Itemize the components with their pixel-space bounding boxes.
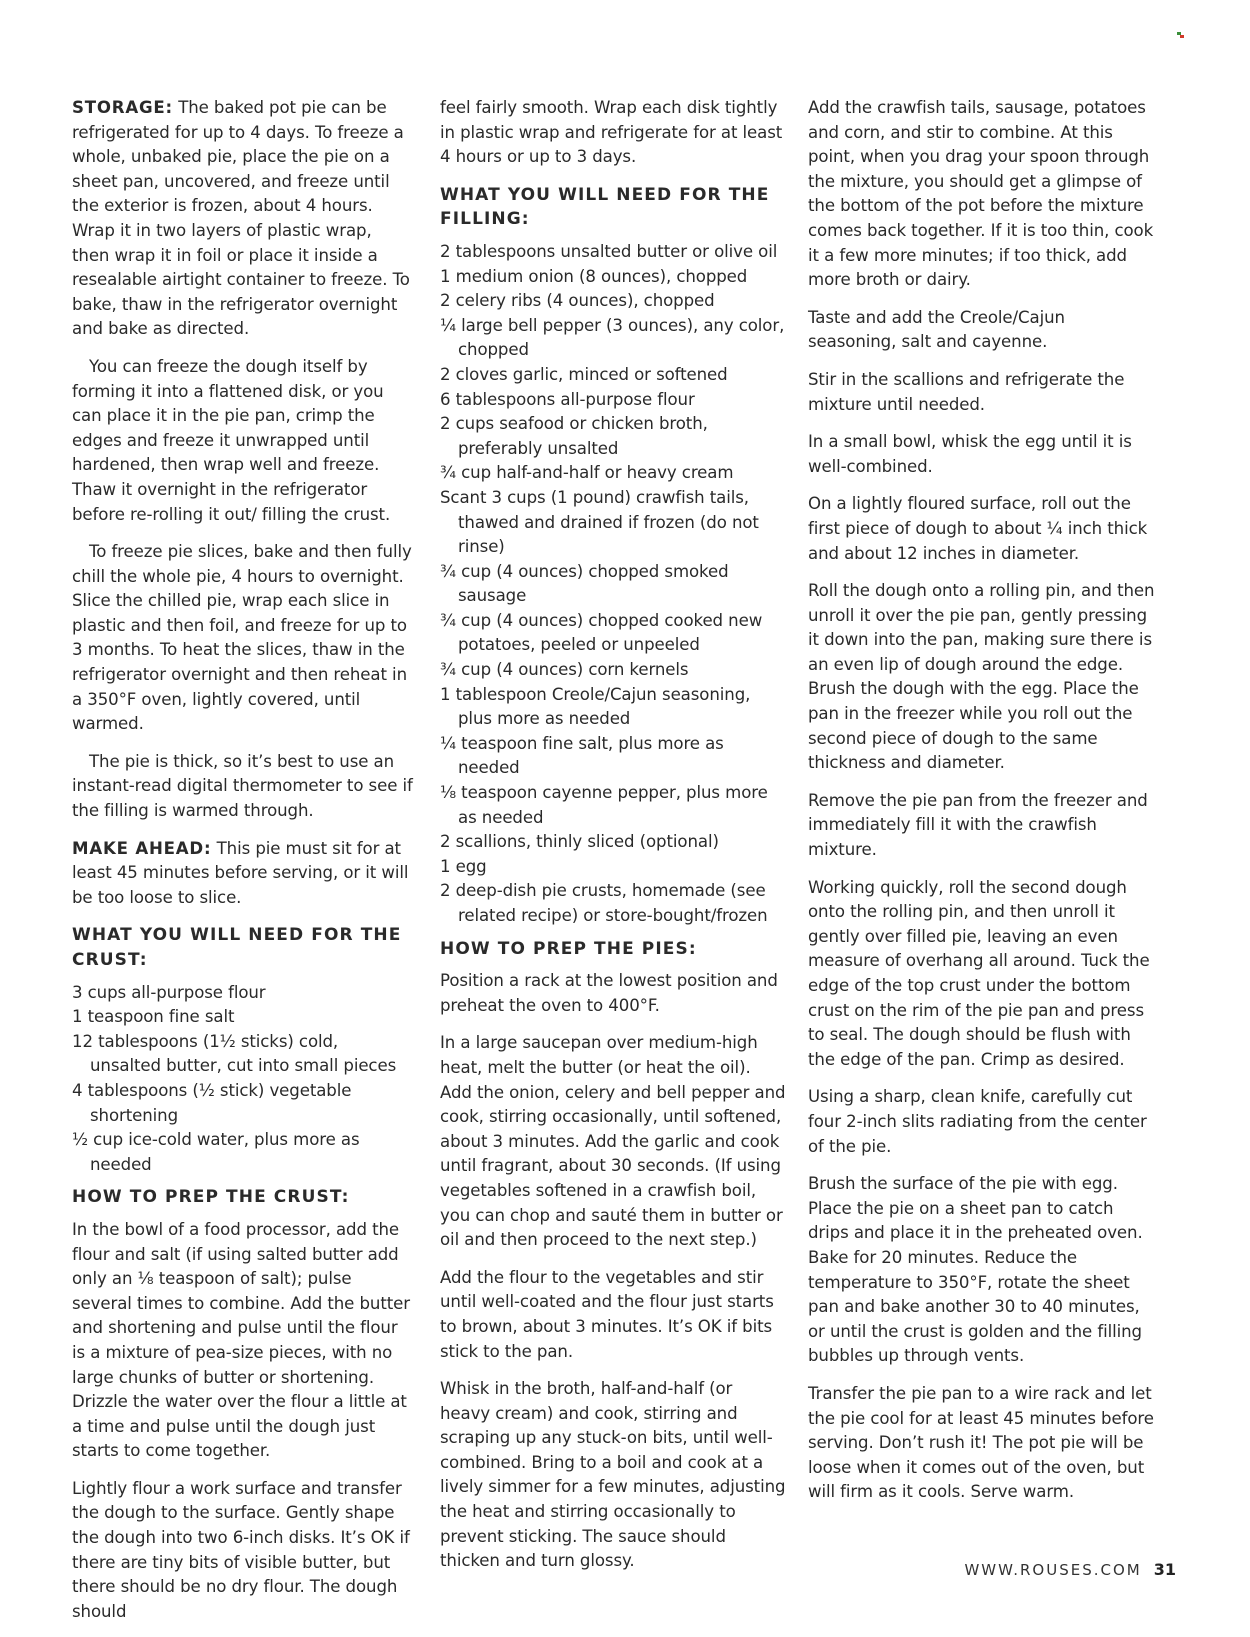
list-item: 6 tablespoons all-purpose flour bbox=[440, 389, 695, 409]
list-item: ¾ cup (4 ounces) corn kernels bbox=[440, 660, 689, 680]
freeze-slices-paragraph: To freeze pie slices, bake and then fully chill the whole pie, 4 hours to overnight. Slice the chilled pie, wrap each slice in plastic and then foil, and freeze for up to 3 months. To heat the slices, thaw in the refrigerator overnight and then reheat in a 350°F oven, lightly covered, until warmed. bbox=[72, 542, 412, 734]
freeze-dough-paragraph: You can freeze the dough itself by forming it into a flattened disk, or you can place it in the pie pan, crimp the edges and freeze it unwrapped until hardened, then wrap well and freeze. Thaw it overnight in the refrigerator before re-rolling it out/ filling the crust. bbox=[72, 356, 391, 524]
prep-pies-step-3: Add the flour to the vegetables and stir until well-coated and the flour just starts to brown, about 3 minutes. It’s OK if bits stick to the pan. bbox=[440, 1267, 774, 1361]
list-item: 1 teaspoon fine salt bbox=[72, 1007, 235, 1027]
crust-ingredient-list bbox=[72, 981, 414, 1178]
list-item: 4 tablespoons (½ stick) vegetable shortening bbox=[72, 1080, 352, 1125]
list-item: 1 tablespoon Creole/Cajun seasoning, plus more as needed bbox=[440, 684, 751, 729]
list-item: ¾ cup (4 ounces) chopped cooked new potatoes, peeled or unpeeled bbox=[440, 610, 763, 655]
list-item: ¼ teaspoon fine salt, plus more as needed bbox=[440, 733, 724, 778]
list-item: 2 celery ribs (4 ounces), chopped bbox=[440, 291, 715, 311]
prep-pies-step-14: Brush the surface of the pie with egg. Place the pie on a sheet pan to catch drips and place it in the preheated oven. Bake for 20 minutes. Reduce the temperature to 350°F, rotate the sheet pan and bake another 30 to 40 minutes, or until the crust is golden and the filling bubbles up through vents. bbox=[808, 1174, 1143, 1366]
prep-crust-step-1: In the bowl of a food processor, add the flour and salt (if using salted butter add only an ⅛ teaspoon of salt); pulse several times to combine. Add the butter and shortening and pulse until the flour is a mixture of pea-size pieces, with no large chunks of butter or shortening. Drizzle the water over the flour a little at a time and pulse until the dough just starts to come together. bbox=[72, 1219, 410, 1461]
list-item: 2 tablespoons unsalted butter or olive oil bbox=[440, 241, 778, 261]
list-item: 2 scallions, thinly sliced (optional) bbox=[440, 832, 719, 852]
thermometer-paragraph: The pie is thick, so it’s best to use an instant-read digital thermometer to see if the filling is warmed through. bbox=[72, 751, 413, 821]
crust-ingredients-heading: WHAT YOU WILL NEED FOR THE CRUST: bbox=[72, 925, 402, 970]
prep-pies-step-1: Position a rack at the lowest position and preheat the oven to 400°F. bbox=[440, 971, 778, 1015]
prep-pies-step-6: Taste and add the Creole/Cajun seasoning, salt and cayenne. bbox=[808, 307, 1065, 352]
list-item: ¼ large bell pepper (3 ounces), any color, chopped bbox=[440, 315, 785, 360]
prep-pies-step-9: On a lightly floured surface, roll out the first piece of dough to about ¼ inch thick and about 12 inches in diameter. bbox=[808, 494, 1148, 563]
filling-ingredient-list bbox=[440, 240, 786, 929]
prep-crust-step-2: Lightly flour a work surface and transfer the dough to the surface. Gently shape the dough into two 6-inch disks. It’s OK if there are tiny bits of visible butter, but there should be no dry flour. The dough should bbox=[72, 1478, 410, 1621]
list-item: ¾ cup (4 ounces) chopped smoked sausage bbox=[440, 561, 729, 606]
prep-pies-step-8: In a small bowl, whisk the egg until it is well-combined. bbox=[808, 432, 1132, 476]
corner-mark-icon bbox=[1177, 32, 1185, 38]
prep-crust-heading: HOW TO PREP THE CRUST: bbox=[72, 1187, 350, 1208]
prep-pies-step-13: Using a sharp, clean knife, carefully cut four 2-inch slits radiating from the center of the pie. bbox=[808, 1087, 1147, 1156]
prep-pies-step-2: In a large saucepan over medium-high heat, melt the butter (or heat the oil). Add the onion, celery and bell pepper and cook, stirring occasionally, until softened, about 3 minutes. Add the garlic and cook until fragrant, about 30 seconds. (If using vegetables softened in a crawfish boil, you can chop and sauté them in butter or oil and then proceed to the next step.) bbox=[440, 1033, 786, 1250]
page-footer bbox=[964, 1560, 1176, 1579]
column-2 bbox=[440, 96, 786, 1587]
make-ahead-label: MAKE AHEAD: bbox=[72, 838, 212, 858]
website-link[interactable]: WWW.ROUSES.COM bbox=[964, 1561, 1142, 1579]
filling-ingredients-heading: WHAT YOU WILL NEED FOR THE FILLING: bbox=[440, 184, 770, 230]
list-item: 1 medium onion (8 ounces), chopped bbox=[440, 266, 748, 286]
page-number: 31 bbox=[1153, 1560, 1176, 1579]
list-item: 1 egg bbox=[440, 856, 487, 876]
prep-pies-step-10: Roll the dough onto a rolling pin, and then unroll it over the pie pan, gently pressing it down into the pan, making sure there is an even lip of dough around the edge. Brush the dough with the egg. Place the pan in the freezer while you roll out the second piece of dough to the same thickness and diameter. bbox=[808, 581, 1155, 773]
storage-paragraph bbox=[72, 96, 414, 342]
list-item: 2 cups seafood or chicken broth, preferably unsalted bbox=[440, 414, 708, 458]
prep-pies-step-11: Remove the pie pan from the freezer and immediately fill it with the crawfish mixture. bbox=[808, 790, 1148, 860]
make-ahead-text: This pie must sit for at least 45 minutes before serving, or it will be too loose to slice. bbox=[72, 838, 409, 907]
column-1 bbox=[72, 96, 414, 1637]
list-item: 2 cloves garlic, minced or softened bbox=[440, 364, 728, 384]
list-item: Scant 3 cups (1 pound) crawfish tails, thawed and drained if frozen (do not rinse) bbox=[440, 487, 759, 557]
list-item: ½ cup ice-cold water, plus more as needed bbox=[72, 1130, 360, 1174]
prep-pies-step-4: Whisk in the broth, half-and-half (or heavy cream) and cook, stirring and scraping up any stuck-on bits, until well-combined. Bring to a boil and cook at a lively simmer for a few minutes, adjusting the heat and stirring occasionally to prevent sticking. The sauce should thicken and turn glossy. bbox=[440, 1379, 786, 1571]
storage-label: STORAGE: bbox=[72, 98, 173, 117]
prep-pies-step-12: Working quickly, roll the second dough onto the rolling pin, and then unroll it gently over filled pie, leaving an even measure of overhang all around. Tuck the edge of the top crust under the bottom crust on the rim of the pie pan and press to seal. The dough should be flush with the edge of the pan. Crimp as desired. bbox=[808, 877, 1150, 1069]
make-ahead-paragraph bbox=[72, 837, 414, 911]
continued-paragraph: feel fairly smooth. Wrap each disk tightly in plastic wrap and refrigerate for at least 4 hours or up to 3 days. bbox=[440, 98, 783, 167]
storage-text: The baked pot pie can be refrigerated for up to 4 days. To freeze a whole, unbaked pie, place the pie on a sheet pan, uncovered, and freeze until the exterior is frozen, about 4 hours. Wrap it in two layers of plastic wrap, then wrap it in foil or place it inside a resealable airtight container to freeze. To bake, thaw in the refrigerator overnight and bake as directed. bbox=[72, 98, 410, 339]
list-item: ¾ cup half-and-half or heavy cream bbox=[440, 463, 734, 483]
list-item: 12 tablespoons (1½ sticks) cold, unsalted butter, cut into small pieces bbox=[72, 1031, 397, 1076]
prep-pies-step-5: Add the crawfish tails, sausage, potatoes and corn, and stir to combine. At this point, when you drag your spoon through the mixture, you should get a glimpse of the bottom of the pot before the mixture comes back together. If it is too thin, cook it a few more minutes; if too thick, add more broth or dairy. bbox=[808, 98, 1154, 290]
prep-pies-heading: HOW TO PREP THE PIES: bbox=[440, 938, 697, 959]
list-item: ⅛ teaspoon cayenne pepper, plus more as needed bbox=[440, 783, 768, 827]
list-item: 3 cups all-purpose flour bbox=[72, 982, 266, 1002]
prep-pies-step-15: Transfer the pie pan to a wire rack and let the pie cool for at least 45 minutes before serving. Don’t rush it! The pot pie will be loose when it comes out of the oven, but will firm as it cools. Serve warm. bbox=[808, 1383, 1154, 1502]
prep-pies-step-7: Stir in the scallions and refrigerate the mixture until needed. bbox=[808, 369, 1125, 414]
list-item: 2 deep-dish pie crusts, homemade (see related recipe) or store-bought/frozen bbox=[440, 881, 768, 925]
column-3 bbox=[808, 96, 1158, 1518]
